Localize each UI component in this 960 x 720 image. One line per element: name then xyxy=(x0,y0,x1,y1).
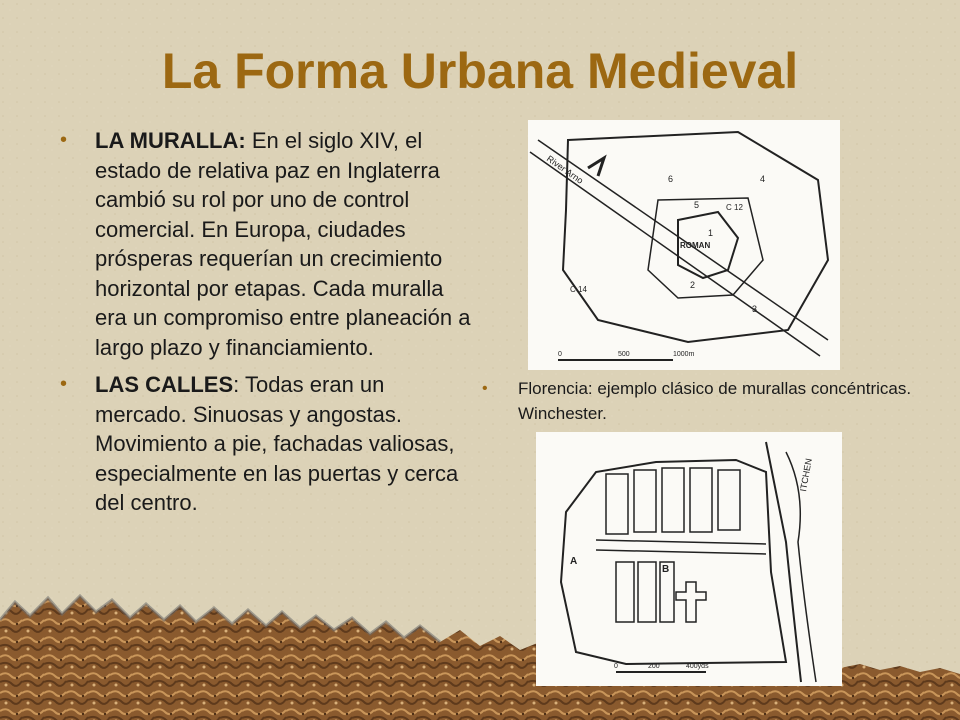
scale-label: 400yds xyxy=(686,663,709,670)
bullet-text: En el siglo XIV, el estado de relativa paz en Inglaterra cambió su rol por uno de control comercial. En Europa, ciudades prósperas requerían un crecimiento horizontal por etapas. Cada muralla era un compromiso entre planeación a largo plazo y financiamiento. xyxy=(95,128,471,360)
bullet-muralla xyxy=(60,126,480,362)
map-label: 5 xyxy=(694,200,700,210)
map-label: C 14 xyxy=(570,285,587,294)
scale-label: 200 xyxy=(648,663,660,670)
scale-label: 1000m xyxy=(673,351,695,358)
river-label: ITCHEN xyxy=(798,457,814,493)
scale-label: 0 xyxy=(614,663,618,670)
bullet-list xyxy=(60,126,480,526)
center-label: ROMAN xyxy=(680,241,711,250)
bullet-icon: • xyxy=(482,380,488,397)
map-label: 4 xyxy=(760,174,766,184)
map-caption xyxy=(482,376,922,426)
map-label: 2 xyxy=(690,280,696,290)
bullet-text: : Todas eran un mercado. Sinuosas y angostas. Movimiento a pie, fachadas valiosas, especialmente en las puertas y cerca del centro. xyxy=(95,372,459,515)
river-label: River Arno xyxy=(544,153,586,186)
caption-text: Florencia: ejemplo clásico de murallas concéntricas. Winchester. xyxy=(518,379,912,423)
bullet-icon: • xyxy=(60,373,68,395)
scale-label: 0 xyxy=(558,351,562,358)
map-label: 1 xyxy=(708,228,714,238)
winchester-map-image xyxy=(536,432,842,686)
florence-map-image xyxy=(528,120,840,370)
bullet-calles xyxy=(60,370,480,518)
map-label: 6 xyxy=(668,174,674,184)
slide-title: La Forma Urbana Medieval xyxy=(161,43,799,99)
bullet-heading: LA MURALLA: xyxy=(95,128,246,153)
map-label: A xyxy=(570,556,578,567)
bullet-heading: LAS CALLES xyxy=(95,372,234,397)
bullet-icon: • xyxy=(60,129,68,151)
map-label: 3 xyxy=(752,304,758,314)
map-label: C 12 xyxy=(726,203,743,212)
map-label: B xyxy=(662,564,670,575)
scale-label: 500 xyxy=(618,351,630,358)
